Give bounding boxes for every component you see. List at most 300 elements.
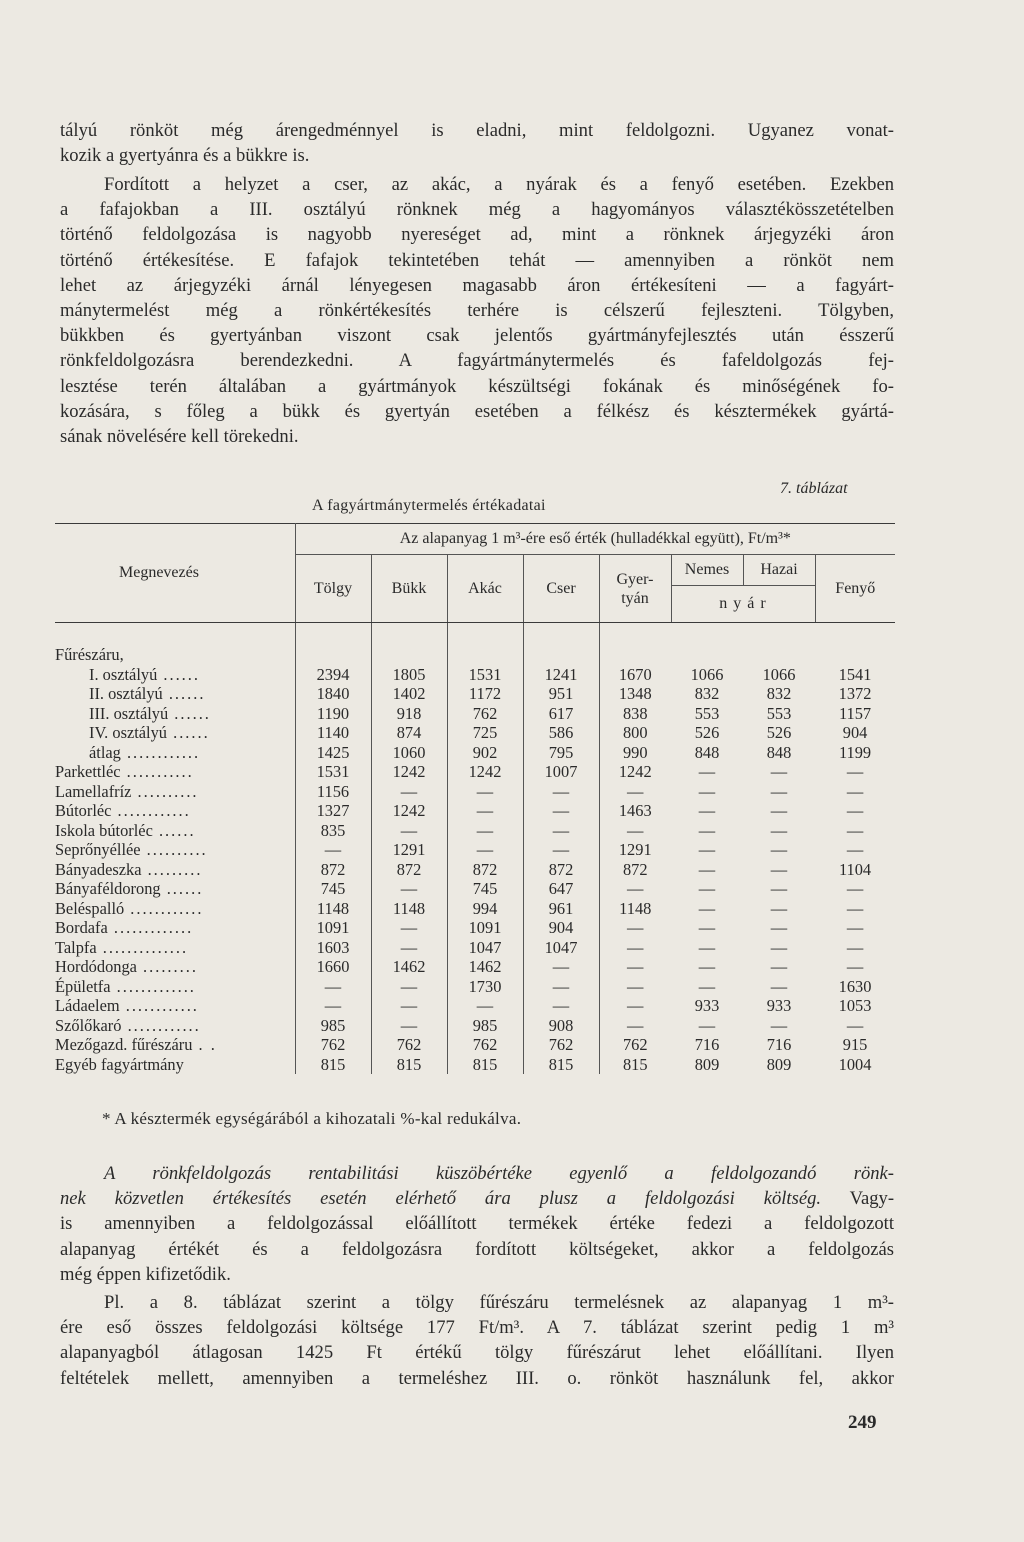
row-label [55, 1016, 295, 1036]
page-number: 249 [848, 1412, 877, 1433]
table-cell: 1242 [371, 762, 447, 782]
table-cell [447, 645, 523, 665]
table-cell: 1242 [447, 762, 523, 782]
table-cell: — [447, 996, 523, 1016]
table-cell: — [523, 801, 599, 821]
table-cell: 1047 [523, 938, 599, 958]
table-cell: 815 [371, 1055, 447, 1075]
row-label-text: Iskola bútorléc [55, 820, 153, 840]
row-label-text: Egyéb fagyártmány [55, 1054, 184, 1074]
table-cell: 1291 [599, 840, 671, 860]
table-cell: 1172 [447, 684, 523, 704]
table-cell: 848 [766, 742, 792, 762]
leader-dots: ........... [120, 762, 194, 781]
text-italic-span: nek közvetlen értékesítés esetén elérhető ára plusz a feldolgozási költség. [60, 1188, 822, 1210]
row-label [55, 723, 295, 743]
header-col-nemes: Nemes [671, 555, 743, 586]
table-cell: 872 [523, 860, 599, 880]
table-row [55, 879, 895, 899]
text-line: történő értékesítése. E fafajok tekintetében tehát — amennyiben a rönköt nem [60, 249, 894, 271]
row-label-text: II. osztályú [89, 684, 163, 703]
table-cell: — [846, 801, 864, 820]
table-cell: — [599, 996, 671, 1016]
table-cell: 815 [447, 1055, 523, 1075]
table-cell: — [599, 1016, 671, 1036]
table-footnote: * A késztermék egységárából a kihozatali %-kal redukálva. [102, 1109, 522, 1128]
table-cell: 1140 [295, 723, 371, 743]
table-cell: — [846, 918, 864, 937]
row-label-text: III. osztályú [89, 703, 169, 723]
table-row [55, 1016, 895, 1036]
text-line: a fafajokban a III. osztályú rönknek még a hagyományos választékösszetételben [60, 199, 894, 221]
table-cell: 1660 [295, 957, 371, 977]
table-cell [815, 645, 895, 665]
table-row [55, 704, 895, 724]
table-row [55, 723, 895, 743]
table-row [55, 762, 895, 782]
leader-dots: ............ [121, 1015, 201, 1035]
table-cell: 1104 [838, 859, 872, 879]
table-cell: — [295, 996, 371, 1016]
row-label [55, 704, 295, 724]
leader-dots: ............ [120, 742, 201, 762]
table-cell: 1463 [599, 801, 671, 821]
table-cell: 762 [523, 1035, 599, 1055]
row-label [55, 1035, 295, 1055]
table-cell: 647 [523, 879, 599, 899]
table-cell: 1242 [371, 801, 447, 821]
leader-dots: ............. [107, 918, 194, 937]
paragraph-3 [60, 1161, 894, 1287]
data-table [55, 523, 895, 1074]
table-cell: 835 [295, 821, 371, 841]
table-row [55, 665, 895, 685]
table-row [55, 996, 895, 1016]
row-label [55, 899, 295, 919]
table-cell: 1053 [838, 996, 872, 1015]
table-cell: 832 [766, 684, 792, 703]
table-cell: — [698, 879, 716, 898]
table-cell: 990 [599, 743, 671, 763]
text-line: alapanyagból átlagosan 1425 Ft értékű tölgy fűrészárut lehet előállítani. Ilyen [60, 1342, 894, 1364]
table-cell: 1190 [295, 704, 371, 724]
row-label [55, 840, 295, 860]
table-cell: — [770, 879, 788, 898]
table-cell: — [846, 762, 864, 781]
text-line: Fordított a helyzet a cser, az akác, a nyárak és a fenyő esetében. Ezekben [104, 174, 894, 195]
table-cell: 872 [599, 860, 671, 880]
header-col-tolgy: Tölgy [295, 555, 371, 623]
row-label-text: Mezőgazd. fűrészáru [55, 1035, 193, 1054]
table-cell: — [371, 996, 447, 1016]
table-cell: — [770, 898, 788, 918]
table-cell: 1805 [371, 665, 447, 685]
table-cell: — [447, 801, 523, 821]
table-cell: — [523, 977, 599, 997]
leader-dots: ......... [141, 859, 203, 879]
text-line [60, 1186, 894, 1211]
leader-dots: ...... [167, 723, 210, 742]
table-cell: 1148 [371, 899, 447, 919]
table-cell: — [523, 840, 599, 860]
leader-dots: . . [192, 1035, 217, 1054]
row-label-text: Szőlőkaró [55, 1015, 122, 1035]
table-cell: 809 [766, 1054, 792, 1074]
table-title: A fagyártmánytermelés értékadatai [312, 497, 546, 514]
table-cell: 1199 [838, 742, 872, 762]
table-cell: 745 [295, 879, 371, 899]
text-span: Vagy- [821, 1188, 895, 1210]
table-cell: — [846, 840, 864, 859]
text-line: Pl. a 8. táblázat szerint a tölgy fűrészáru termelésnek az alapanyag 1 m³- [104, 1292, 894, 1313]
table-cell: — [698, 781, 716, 801]
leader-dots: ...... [168, 703, 211, 723]
table-cell: 961 [523, 899, 599, 919]
row-label-text: Hordódonga [55, 957, 137, 976]
table-cell: 1603 [295, 938, 371, 958]
row-label-text: Lamellafríz [55, 781, 132, 801]
table-cell: 809 [694, 1054, 720, 1074]
row-label-text: átlag [89, 742, 121, 762]
leader-dots: ...... [162, 684, 206, 703]
table-cell: — [698, 1015, 716, 1035]
paragraph-4 [60, 1290, 894, 1391]
table-cell: — [371, 782, 447, 802]
table-cell: — [599, 977, 671, 997]
table-cell: — [770, 762, 788, 781]
table-cell: — [770, 781, 788, 801]
text-line: történő feldolgozása is nagyobb nyereséget ad, mint a rönknek árjegyzéki áron [60, 224, 894, 246]
table-cell: — [371, 879, 447, 899]
table-cell: 553 [694, 703, 720, 723]
table-cell: 762 [295, 1035, 371, 1055]
table-cell: 1047 [447, 938, 523, 958]
table-cell: 762 [371, 1035, 447, 1055]
leader-dots: ............. [110, 976, 196, 996]
header-nyar: n y á r [671, 586, 815, 623]
leader-dots: ............ [124, 898, 204, 918]
table-cell: — [698, 957, 716, 976]
table-cell: — [599, 879, 671, 899]
table-cell: 832 [694, 684, 720, 703]
row-label [55, 996, 295, 1016]
table-cell: 1004 [838, 1054, 872, 1074]
text-line: alapanyag értékét és a feldolgozásra fordított költségeket, akkor a feldolgozás [60, 1238, 894, 1260]
table-cell [371, 645, 447, 665]
table-cell: 1372 [838, 684, 872, 703]
table-cell: 1148 [295, 899, 371, 919]
text-line: tályú rönköt még árengedménnyel is eladni, mint feldolgozni. Ugyanez vonat- [60, 120, 894, 141]
table-cell: 617 [523, 704, 599, 724]
row-label [55, 782, 295, 802]
table-cell: — [846, 1015, 864, 1035]
table-cell: 872 [295, 860, 371, 880]
table-cell: — [770, 937, 788, 957]
table-cell: 716 [766, 1035, 792, 1054]
table-cell: 1156 [295, 782, 371, 802]
table-cell: 1462 [447, 957, 523, 977]
table-cell: — [599, 957, 671, 977]
leader-dots: ...... [152, 820, 196, 840]
leader-dots: ............ [111, 801, 191, 820]
table-cell: — [698, 976, 716, 996]
table-cell: 526 [694, 723, 720, 742]
row-label [55, 1055, 295, 1075]
leader-dots: .............. [96, 937, 189, 957]
table-cell: 874 [371, 723, 447, 743]
table-cell: — [599, 782, 671, 802]
table-cell: 1730 [447, 977, 523, 997]
row-label-text: Bányadeszka [55, 859, 142, 879]
table-cell: 762 [599, 1035, 671, 1055]
row-label [55, 860, 295, 880]
table-cell: — [447, 840, 523, 860]
row-label [55, 762, 295, 782]
row-label [55, 801, 295, 821]
row-label-text: Fűrészáru, [55, 645, 124, 664]
text-line: ére eső összes feldolgozási költsége 177 Ft/m³. A 7. táblázat szerint pedig 1 m³ [60, 1317, 894, 1339]
table-cell: 716 [694, 1035, 720, 1054]
text-line: is amennyiben a feldolgozással előállított termékek értéke fedezi a feldolgozott [60, 1213, 894, 1235]
row-label [55, 918, 295, 938]
table-cell: 795 [523, 743, 599, 763]
table-cell: 951 [523, 684, 599, 704]
header-name-column: Megnevezés [55, 524, 295, 623]
table-cell: — [523, 782, 599, 802]
row-label [55, 977, 295, 997]
table-cell: — [698, 762, 716, 781]
table-cell: 1060 [371, 743, 447, 763]
row-label [55, 957, 295, 977]
table-cell: 1840 [295, 684, 371, 704]
table-row [55, 801, 895, 821]
table-cell: 838 [599, 704, 671, 724]
table-cell [743, 645, 815, 665]
row-label-text: Beléspalló [55, 898, 125, 918]
table-cell: 762 [447, 704, 523, 724]
header-col-hazai: Hazai [743, 555, 815, 586]
table-cell: 908 [523, 1016, 599, 1036]
table-cell: — [698, 898, 716, 918]
table-cell: — [523, 957, 599, 977]
table-cell: 1541 [838, 664, 872, 684]
table-cell: 915 [842, 1035, 868, 1054]
table-cell: 1327 [295, 801, 371, 821]
table-cell: — [698, 840, 716, 859]
table-cell: 872 [371, 860, 447, 880]
row-label [55, 821, 295, 841]
table-cell [599, 645, 671, 665]
table-cell: — [599, 821, 671, 841]
leader-dots: ............ [119, 996, 199, 1015]
table-cell: 933 [694, 996, 720, 1015]
table-cell: 1007 [523, 762, 599, 782]
table-cell: — [770, 820, 788, 840]
text-line: rönkfeldolgozásra berendezkedni. A fagyártmánytermelés és fafeldolgozás fej- [60, 350, 894, 372]
table-cell: 985 [295, 1016, 371, 1036]
text-line: feltételek mellett, amennyiben a termeléshez III. o. rönköt használunk fel, akkor [60, 1367, 894, 1389]
table-cell: — [698, 918, 716, 937]
row-label-text: Parkettléc [55, 762, 121, 781]
table-cell: 1091 [295, 918, 371, 938]
table-row [55, 860, 895, 880]
table-cell: 1291 [371, 840, 447, 860]
text-line: még éppen kifizetődik. [60, 1263, 231, 1285]
table-cell: 1531 [295, 762, 371, 782]
table-row [55, 938, 895, 958]
table-cell: — [770, 976, 788, 996]
header-col-akac: Akác [447, 555, 523, 623]
text-line: mánytermelést még a rönkértékesítés terhére is célszerű fejleszteni. Tölgyben, [60, 299, 894, 321]
table-cell: 994 [447, 899, 523, 919]
table-cell [671, 645, 743, 665]
header-group: Az alapanyag 1 m³-ére eső érték (hulladékkal együtt), Ft/m³* [295, 524, 895, 555]
table-row [55, 1035, 895, 1055]
leader-dots: .......... [131, 781, 199, 801]
row-label-text: Ládaelem [55, 996, 120, 1015]
table-row [55, 782, 895, 802]
table-cell: — [770, 1015, 788, 1035]
table-cell: — [599, 918, 671, 938]
table-cell: — [698, 801, 716, 820]
table-cell: — [846, 898, 864, 918]
table-cell: — [371, 977, 447, 997]
table-number: 7. táblázat [780, 480, 848, 497]
table-cell: — [295, 840, 371, 860]
table-cell: — [770, 859, 788, 879]
table-cell: 815 [523, 1055, 599, 1075]
row-label-text: Épületfa [55, 976, 111, 996]
table-cell: — [846, 781, 864, 801]
table-cell: — [523, 821, 599, 841]
table-cell: 933 [766, 996, 792, 1015]
table-cell: 848 [694, 742, 720, 762]
table-cell: 985 [447, 1016, 523, 1036]
text-line: lehet az árjegyzéki árnál lényegesen magasabb áron értékesíteni — a fagyárt- [60, 274, 894, 296]
table-cell: — [295, 977, 371, 997]
table-cell: 1462 [371, 957, 447, 977]
table-row [55, 840, 895, 860]
row-label-text: I. osztályú [89, 664, 158, 684]
leader-dots: ...... [157, 664, 200, 684]
row-label [55, 684, 295, 704]
table-cell: — [846, 879, 864, 898]
table-row [55, 821, 895, 841]
table-row [55, 743, 895, 763]
text-line: A rönkfeldolgozás rentabilitási küszöbértéke egyenlő a feldolgozandó rönk- [104, 1163, 894, 1184]
header-col-gyertyan: Gyer- tyán [599, 555, 671, 623]
row-label-text: Bútorléc [55, 801, 112, 820]
table-cell: 1157 [838, 703, 872, 723]
header-col-cser: Cser [523, 555, 599, 623]
table-cell: 872 [447, 860, 523, 880]
table-cell: 815 [295, 1055, 371, 1075]
table-cell: 1066 [690, 664, 724, 684]
table-cell [295, 645, 371, 665]
table-cell: — [846, 957, 864, 976]
table-cell: — [698, 859, 716, 879]
table-cell: 815 [599, 1055, 671, 1075]
text-line: sának növelésére kell törekedni. [60, 425, 299, 447]
table-cell: — [846, 820, 864, 840]
row-label [55, 938, 295, 958]
table-cell: — [770, 957, 788, 976]
table-cell: 725 [447, 723, 523, 743]
leader-dots: .......... [140, 840, 208, 859]
table-cell: — [698, 937, 716, 957]
table-cell: 1241 [523, 665, 599, 685]
table-cell: — [770, 918, 788, 937]
row-label-text: Talpfa [55, 937, 97, 957]
row-label-text: IV. osztályú [89, 723, 167, 742]
row-label-text: Seprőnyéllée [55, 840, 141, 859]
text-line: lesztése terén általában a gyártmányok készültségi fokának és minőségének fo- [60, 375, 894, 397]
table-cell: 902 [447, 743, 523, 763]
row-label [55, 743, 295, 763]
table-cell [523, 645, 599, 665]
table-cell: — [371, 938, 447, 958]
row-label-text: Bordafa [55, 918, 108, 937]
table-cell: 1531 [447, 665, 523, 685]
table-cell: 1425 [295, 743, 371, 763]
row-label-text: Bányaféldorong [55, 879, 161, 898]
table-cell: 553 [766, 703, 792, 723]
table-cell: 2394 [295, 665, 371, 685]
table-cell: 762 [447, 1035, 523, 1055]
table-cell: — [447, 782, 523, 802]
table-cell: 1066 [762, 664, 796, 684]
table-cell: 1402 [371, 684, 447, 704]
table-cell: 904 [842, 723, 868, 742]
table-cell: — [770, 801, 788, 820]
table-cell: — [447, 821, 523, 841]
header-col-fenyo: Fenyő [815, 555, 895, 623]
table-row [55, 957, 895, 977]
table-cell: 1091 [447, 918, 523, 938]
table-cell: — [371, 1016, 447, 1036]
text-line: kozik a gyertyánra és a bükkre is. [60, 145, 310, 167]
paragraph-2 [60, 172, 894, 449]
row-label [55, 645, 295, 665]
table-row [55, 1055, 895, 1075]
table-cell: — [846, 937, 864, 957]
table-row [55, 899, 895, 919]
table-row [55, 918, 895, 938]
table-cell: 745 [447, 879, 523, 899]
table-cell: — [371, 918, 447, 938]
paragraph-1 [60, 118, 894, 168]
text-line: bükkben és gyertyánban viszont csak jelentős gyártmányfejlesztés után ésszerű [60, 325, 894, 347]
header-col-bukk: Bükk [371, 555, 447, 623]
table-cell: 800 [599, 723, 671, 743]
table-cell: 1670 [599, 665, 671, 685]
table-cell: 586 [523, 723, 599, 743]
table-cell: 1348 [599, 684, 671, 704]
text-line: kozására, s főleg a bükk és gyertyán esetében a félkész és késztermékek gyártá- [60, 400, 894, 422]
table-cell: 526 [766, 723, 792, 742]
row-label [55, 665, 295, 685]
table-row [55, 645, 895, 665]
table-cell: 918 [371, 704, 447, 724]
table-cell: — [698, 820, 716, 840]
table-cell: 1630 [838, 976, 872, 996]
table-cell: — [371, 821, 447, 841]
table-row [55, 977, 895, 997]
table-cell: — [523, 996, 599, 1016]
leader-dots: ...... [160, 879, 204, 898]
table-cell: 1148 [599, 899, 671, 919]
row-label [55, 879, 295, 899]
